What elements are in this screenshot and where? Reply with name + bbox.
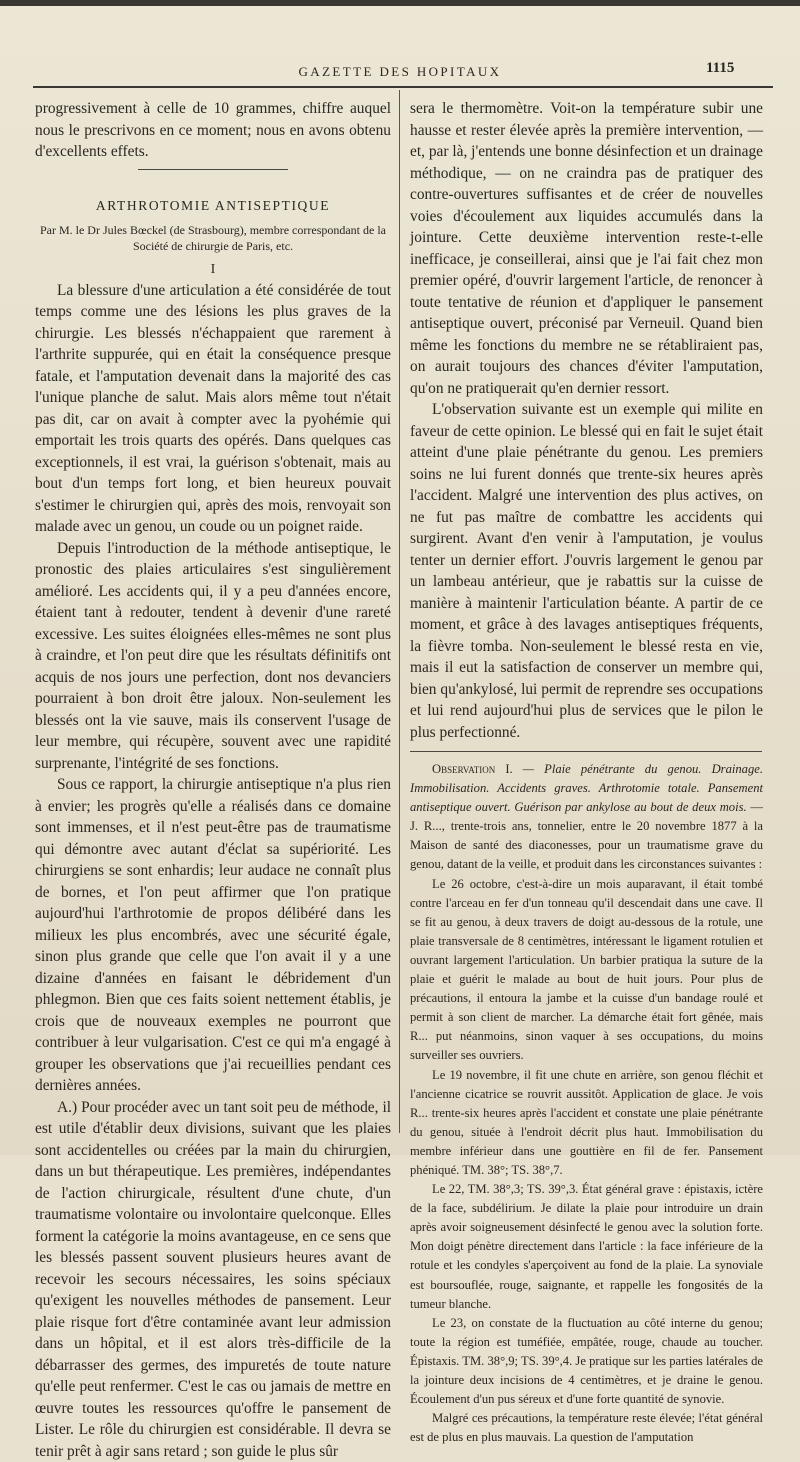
paragraph: La blessure d'une articulation a été considérée de tout temps comme une des lésions les plus graves de la chirurgie. Les blessés n'échappaient que rarement à l'arthrite suppurée, qui en était la conséquence presque fatale, et l'amputation devenait dans la majorité des cas l'unique planche de salut. Mais alors même tout n'était pas dit, car on avait à compter avec la pyohémie qui emportait les trois quarts des opérés. Dans quelques cas exceptionnels, il est vrai, la guérison s'obtenait, mais au bout d'un temps fort long, et bien heureux pouvait s'estimer le chirurgien qui, après des mois, renvoyait son malade avec un genou, un coude ou un poignet raide.: [35, 280, 391, 538]
article-byline: Par M. le Dr Jules Bœckel (de Strasbourg), membre correspondant de la Société de chirurgie de Paris, etc.: [35, 222, 391, 254]
header-rule: [33, 86, 773, 88]
case-paragraph: Le 19 novembre, il fit une chute en arrière, son genou fléchit et l'ancienne cicatrice se rouvrit aussitôt. Application de glace. Je vois R... trente-six heures après l'accident et constate une plaie pénétrante du genou, située à l'endroit décrit plus haut. Immobilisation du membre inférieur dans une gouttière en fil de fer. Pansement phéniqué. TM. 38°; TS. 38°,7.: [410, 1066, 763, 1181]
left-column: [35, 98, 391, 1462]
continued-paragraph: sera le thermomètre. Voit-on la température subir une hausse et rester élevée après la première intervention, — et, par là, j'entends une bonne désinfection et un drainage méthodique, — on ne craindra pas de pratiquer des contre-ouvertures suffisantes et de créer de nouvelles voies d'écoulement aux liquides accumulés dans la jointure. Cette deuxième intervention reste-t-elle inefficace, je conseillerai, ainsi que je l'ai fait chez mon premier opéré, d'ouvrir largement l'article, de renoncer à toute tentative de réunion et d'appliquer le pansement antiseptique ouvert, préconisé par Verneuil. Quand bien même les fonctions du membre ne se rétabliraient pas, on aurait toujours des chances d'éviter l'amputation, qu'on ne pratiquerait qu'en dernier ressort.: [410, 98, 763, 399]
case-paragraph: Malgré ces précautions, la température reste élevée; l'état général est de plus en plus mauvais. La question de l'amputation: [410, 1409, 763, 1447]
column-divider: [399, 90, 400, 1133]
observation-label: Observation I.: [432, 762, 513, 776]
paragraph: L'observation suivante est un exemple qui milite en faveur de cette opinion. Le blessé qui en fait le sujet était atteint d'une plaie pénétrante du genou. Les premiers soins ne lui furent donnés que trente-six heures après l'accident. Malgré une intervention des plus actives, on ne fut pas maître de combattre les accidents qui surgirent. Avant d'en venir à l'amputation, je voulus tenter un dernier effort. J'ouvris largement le genou par un lambeau antérieur, que je rabattis sur la cuisse de manière à maintenir l'articulation béante. A partir de ce moment, et grâce à des lavages antiseptiques fréquents, la fièvre tomba. Non-seulement le blessé resta en vie, mais il eut la satisfaction de conserver un membre qui, bien qu'ankylosé, lui permit de reprendre ses occupations et lui rend aujourd'hui plus de services que le pilon le plus perfectionné.: [410, 399, 763, 743]
observation-title: — Plaie pénétrante du genou. Drainage. Immobilisation. Accidents graves. Arthrotomie totale. Pansement antiseptique ouvert. Guérison par ankylose au bout de deux mois.: [410, 762, 763, 814]
separator: [410, 751, 762, 752]
case-paragraph: Le 23, on constate de la fluctuation au côté interne du genou; toute la région est tuméfiée, empâtée, rouge, chaude au toucher. Épistaxis. TM. 38°,9; TS. 39°,4. Je pratique sur les parties latérales de la jointure deux incisions de 4 centimètres, et je draine le genou. Écoulement d'un pus séreux et d'une forte quantité de synovie.: [410, 1314, 763, 1409]
observation-text: — J. R..., trente-trois ans, tonnelier, entre le 20 novembre 1877 à la Maison de santé des diaconesses, pour un traumatisme grave du genou, datant de la veille, et produit dans les circonstances suivantes :: [410, 800, 763, 871]
page-number: 1115: [706, 60, 734, 77]
case-paragraph: Le 26 octobre, c'est-à-dire un mois auparavant, il était tombé contre l'arceau en fer d'un tonneau qu'il descendait dans une cave. Il se fit au genou, à deux travers de doigt au-dessous de la rotule, une plaie transversale de 8 centimètres, intéressant le ligament rotulien et ouvrant largement l'articulation. Un barbier pratiqua la suture de la plaie et guérit le malade au bout de huit jours. Pour plus de précautions, il entoura la jambe et la cuisse d'un bandage roulé et permit à son client de marcher. La démarche était fort gênée, mais R... put néanmoins, sinon vaquer à ses occupations, du moins surveiller ses ouvriers.: [410, 875, 763, 1066]
paragraph: Sous ce rapport, la chirurgie antiseptique n'a plus rien à envier; les progrès qu'elle a réalisés dans ce domaine sont immenses, et il n'est peut-être pas de traumatisme qui démontre avec autant d'éclat sa supériorité. Les chirurgiens se sont enhardis; leur audace ne connaît plus de bornes, et l'on peut affirmer que l'on pratique aujourd'hui l'arthrotomie de propos délibéré dans les milieux les plus encombrés, avec une sécurité égale, sinon plus grande que celle que l'on avait il y a une dizaine d'années en faisant le débridement d'un phlegmon. Bien que ces faits soient nettement établis, je crois que de nouveaux exemples ne pourront que contribuer à leur vulgarisation. C'est ce qui m'a engagé à grouper les observations que j'ai recueillies pendant ces dernières années.: [35, 774, 391, 1097]
paragraph: A.) Pour procéder avec un tant soit peu de méthode, il est utile d'établir deux divisions, suivant que les plaies sont accidentelles ou créées par la main du chirurgien, dans un but thérapeutique. Les premières, indépendantes de l'action chirurgicale, résultent d'une chute, d'un traumatisme volontaire ou involontaire quelconque. Elles forment la catégorie la moins avantageuse, en ce sens que les blessés passent souvent plusieurs heures avant de recevoir les secours nécessaires, les soins spéciaux qu'exigent les nouvelles méthodes de pansement. Leur plaie risque fort d'être contaminée avant leur admission dans un hôpital, et il est alors très-difficile de la débarrasser des germes, des impuretés de toute nature qu'elle peut renfermer. C'est le cas ou jamais de mettre en œuvre toutes les ressources qu'offre le pansement de Lister. Le rôle du chirurgien est considérable. Il devra se tenir prêt à agir sans retard ; son guide le plus sûr: [35, 1097, 391, 1462]
top-border: [0, 0, 800, 6]
paragraph: Depuis l'introduction de la méthode antiseptique, le pronostic des plaies articulaires s'est singulièrement amélioré. Les accidents qui, il y a peu d'années encore, étaient tant à redouter, tendent à devenir d'une rareté excessive. Les suites éloignées elles-mêmes ne sont plus à craindre, et l'on peut dire que les résultats définitifs ont acquis de nos jours une perfection, dont nos devanciers pourraient à bon droit être jaloux. Non-seulement les blessés ont la vie sauve, mais ils conservent l'usage de leur membre, qui récupère, souvent avec une rapidité surprenante, l'intégrité de ses fonctions.: [35, 538, 391, 775]
article-title: ARTHROTOMIE ANTISEPTIQUE: [35, 198, 391, 214]
section-number: I: [35, 262, 391, 278]
observation-heading: [410, 760, 763, 875]
continued-paragraph: progressivement à celle de 10 grammes, chiffre auquel nous le prescrivons en ce moment; nous en avons obtenu d'excellents effets.: [35, 98, 391, 163]
right-column: [410, 98, 763, 1447]
journal-title: GAZETTE DES HOPITAUX: [260, 64, 540, 80]
case-paragraph: Le 22, TM. 38°,3; TS. 39°,3. État général grave : épistaxis, ictère de la face, subdélirium. Je dilate la plaie pour introduire un drain après avoir soigneusement désinfecté le genou avec la solution forte. Mon doigt pénètre directement dans l'article : la face inférieure de la rotule et les condyles s'aperçoivent au fond de la plaie. La synoviale est boursouflée, rouge, saignante, et rappelle les fongosités de la tumeur blanche.: [410, 1180, 763, 1314]
separator: [138, 169, 288, 170]
